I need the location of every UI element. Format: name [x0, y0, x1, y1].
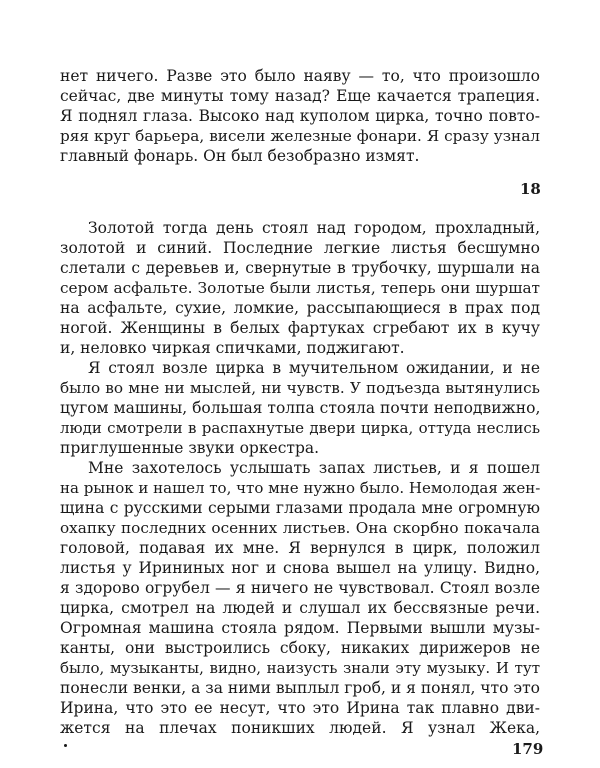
text-line: цирка, смотрел на людей и слушал их бессвязные речи.	[60, 599, 540, 617]
ink-speck	[64, 744, 67, 747]
text-line: я здорово огрубел — я ничего не чувствовал. Стоял возле	[60, 579, 540, 597]
text-line: слетали с деревьев и, свернутые в трубочку, шуршали на	[60, 259, 540, 277]
text-line: золотой и синий. Последние легкие листья бесшумно	[60, 239, 540, 257]
text-line: охапку последних осенних листьев. Она скорбно покачала	[60, 519, 540, 537]
text-line: нет ничего. Разве это было наяву — то, что произошло	[60, 67, 540, 85]
text-line: главный фонарь. Он был безобразно измят.	[60, 147, 420, 165]
text-line: на асфальте, сухие, ломкие, рассыпающиеся в прах под	[60, 299, 540, 317]
text-line: Я стоял возле цирка в мучительном ожидании, и не	[88, 359, 540, 377]
section-number: 18	[520, 180, 541, 198]
text-line: люди смотрели в распахнутые двери цирка, оттуда неслись	[60, 419, 540, 437]
text-line: листья у Ирининых ног и снова вышел на улицу. Видно,	[60, 559, 540, 577]
text-line: Мне захотелось услышать запах листьев, и я пошел	[88, 459, 540, 477]
text-line: Огромная машина стояла рядом. Первыми вышли музы-	[60, 619, 540, 637]
text-line: щина с русскими серыми глазами продала мне огромную	[60, 499, 540, 517]
text-line: канты, они выстроились сбоку, никаких дирижеров не	[60, 639, 540, 657]
text-line: сером асфальте. Золотые были листья, теперь они шуршат	[60, 279, 540, 297]
text-line: приглушенные звуки оркестра.	[60, 439, 320, 457]
text-line: Золотой тогда день стоял над городом, прохладный,	[88, 219, 540, 237]
text-line: понесли венки, а за ними выплыл гроб, и я понял, что это	[60, 679, 540, 697]
text-line: жется на плечах поникших людей. Я узнал Жека,	[60, 719, 540, 737]
page-number: 179	[512, 740, 544, 758]
text-line: ряя круг барьера, висели железные фонари. Я сразу узнал	[60, 127, 540, 145]
text-line: Я поднял глаза. Высоко над куполом цирка, точно повто-	[60, 107, 540, 125]
text-line: на рынок и нашел то, что мне нужно было. Немолодая жен-	[60, 479, 541, 497]
text-line: сейчас, две минуты тому назад? Еще качается трапеция.	[60, 87, 540, 105]
text-line: цугом машины, большая толпа стояла почти неподвижно,	[60, 399, 541, 417]
text-line: ногой. Женщины в белых фартуках сгребают их в кучу	[60, 319, 540, 337]
text-line: Ирина, что это ее несут, что это Ирина так плавно дви-	[60, 699, 540, 717]
text-line: головой, подавая их мне. Я вернулся в цирк, положил	[60, 539, 540, 557]
text-line: было, музыканты, видно, наизусть знали эту музыку. И тут	[60, 659, 540, 677]
text-line: и, неловко чиркая спичками, поджигают.	[60, 339, 405, 357]
text-line: было во мне ни мыслей, ни чувств. У подъезда вытянулись	[60, 379, 540, 397]
